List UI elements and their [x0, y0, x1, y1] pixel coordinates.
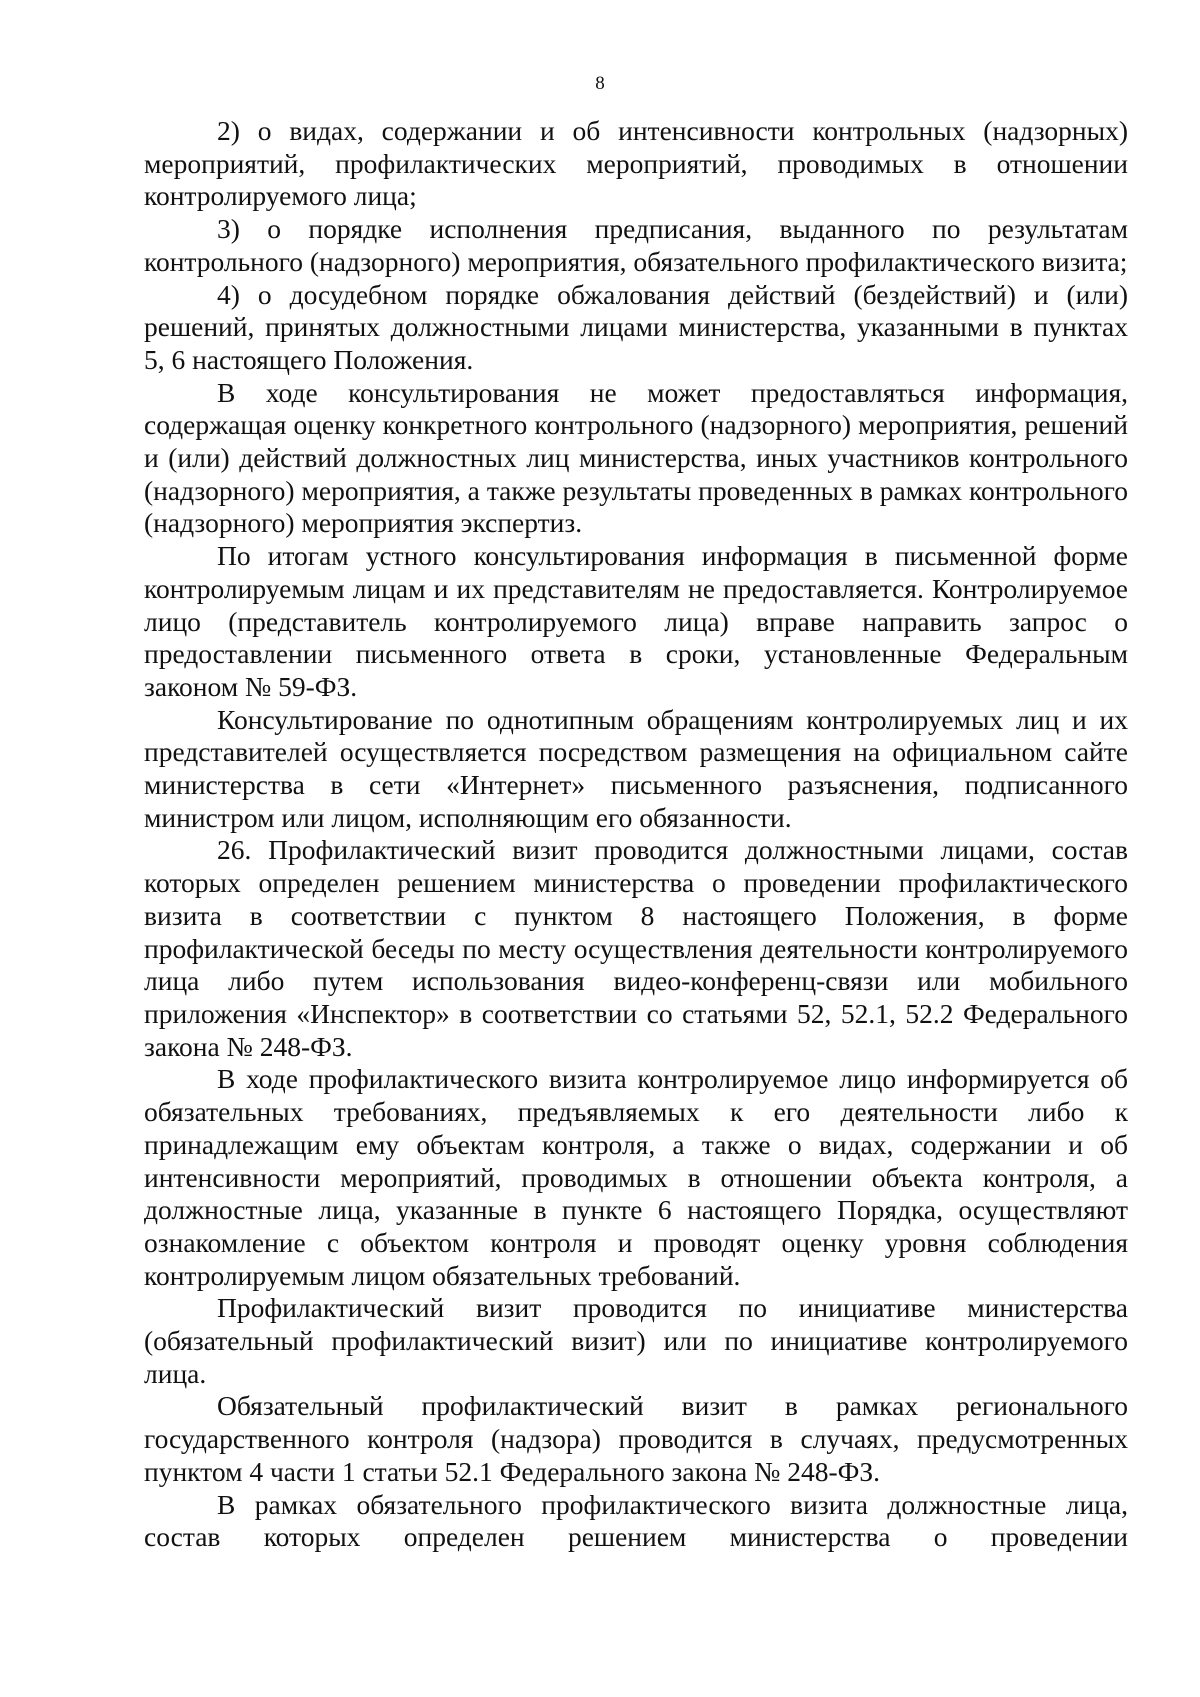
- paragraph-visit-initiative: Профилактический визит проводится по инициативе министерства (обязательный профилактический визит) или по инициативе контролируемого лица.: [144, 1292, 1128, 1389]
- paragraph-section-26: 26. Профилактический визит проводится должностными лицами, состав которых определен решением министерства о проведении профилактического визита в соответствии с пунктом 8 настоящего Положения, в форме профилактической беседы по месту осуществления деятельности контролируемого лица либо путем использования видео-конференц-связи или мобильного приложения «Инспектор» в соответствии со статьями 52, 52.1, 52.2 Федерального закона № 248-ФЗ.: [144, 834, 1128, 1062]
- paragraph-mandatory-visit-scope: В рамках обязательного профилактического визита должностные лица, состав которых определен решением министерства о проведении: [144, 1488, 1128, 1553]
- paragraph-consulting-item-2: 2) о видах, содержании и об интенсивности контрольных (надзорных) мероприятий, профилактических мероприятий, проводимых в отношении контролируемого лица;: [144, 115, 1128, 212]
- paragraph-consulting-restrictions: В ходе консультирования не может предоставляться информация, содержащая оценку конкретного контрольного (надзорного) мероприятия, решений и (или) действий должностных лиц министерства, иных участников контрольного (надзорного) мероприятия, а также результаты проведенных в рамках контрольного (надзорного) мероприятия экспертиз.: [144, 376, 1128, 539]
- paragraph-similar-requests: Консультирование по однотипным обращениям контролируемых лиц и их представителей осуществляется посредством размещения на официальном сайте министерства в сети «Интернет» письменного разъяснения, подписанного министром или лицом, исполняющим его обязанности.: [144, 703, 1128, 833]
- page-number: 8: [595, 73, 605, 94]
- paragraph-consulting-item-3: 3) о порядке исполнения предписания, выданного по результатам контрольного (надзорного) мероприятия, обязательного профилактического визита;: [144, 213, 1128, 277]
- document-body: [144, 115, 1128, 1554]
- paragraph-mandatory-visit: Обязательный профилактический визит в рамках регионального государственного контроля (надзора) проводится в случаях, предусмотренных пунктом 4 части 1 статьи 52.1 Федерального закона № 248-ФЗ.: [144, 1390, 1128, 1487]
- paragraph-oral-consulting: По итогам устного консультирования информация в письменной форме контролируемым лицам и их представителям не предоставляется. Контролируемое лицо (представитель контролируемого лица) вправе направить запрос о предоставлении письменного ответа в сроки, установленные Федеральным законом № 59-ФЗ.: [144, 540, 1128, 702]
- paragraph-consulting-item-4: 4) о досудебном порядке обжалования действий (бездействий) и (или) решений, принятых должностными лицами министерства, указанными в пунктах 5, 6 настоящего Положения.: [144, 278, 1128, 375]
- paragraph-visit-information: В ходе профилактического визита контролируемое лицо информируется об обязательных требованиях, предъявляемых к его деятельности либо к принадлежащим ему объектам контроля, а также о видах, содержании и об интенсивности мероприятий, проводимых в отношении объекта контроля, а должностные лица, указанные в пункте 6 настоящего Порядка, осуществляют ознакомление с объектом контроля и проводят оценку уровня соблюдения контролируемым лицом обязательных требований.: [144, 1063, 1128, 1291]
